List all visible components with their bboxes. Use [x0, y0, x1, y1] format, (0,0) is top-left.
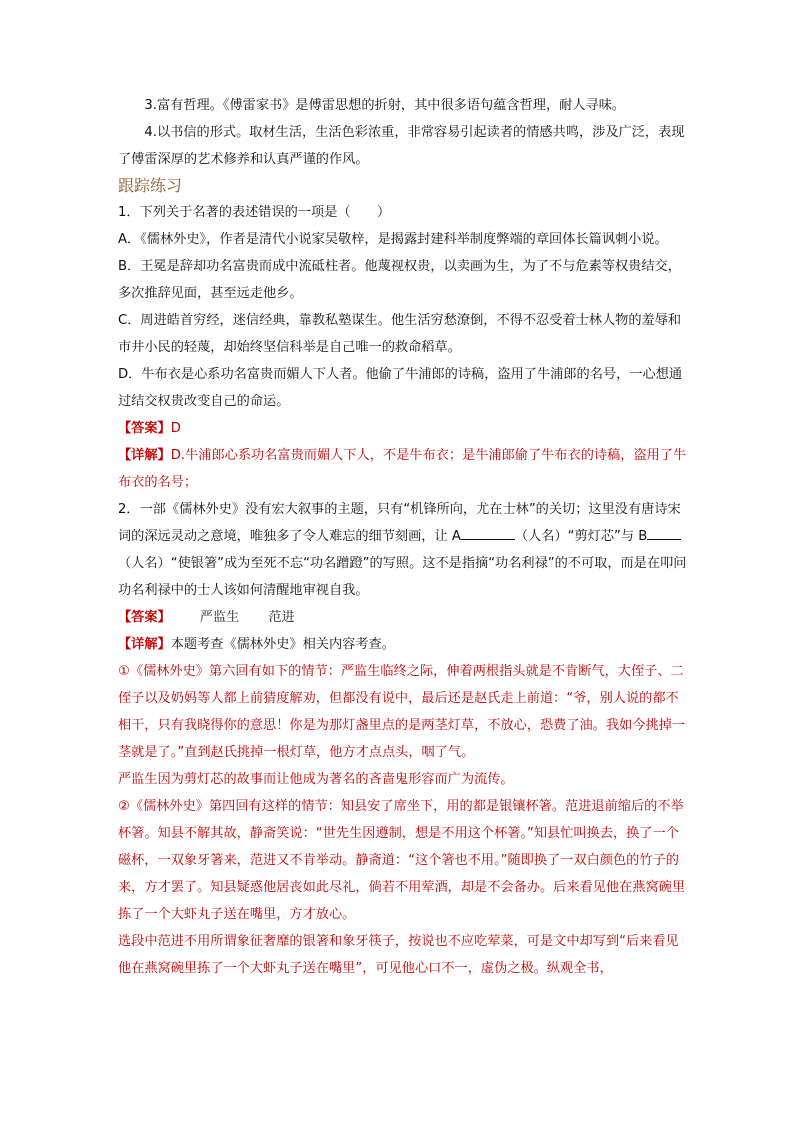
q1-option-a: A．《儒林外史》，作者是清代小说家吴敬梓，是揭露封建科举制度弊端的章回体长篇讽刺小说。	[118, 232, 668, 247]
q2-answer	[118, 604, 690, 631]
detail-tag: 【详解】	[118, 637, 171, 652]
q2-stem	[118, 496, 690, 604]
q1-answer-value: D	[170, 421, 181, 436]
answer-tag: 【答案】	[118, 421, 171, 436]
q1-detail-text: D.牛浦郎心系功名富贵而媚人下人，不是牛布衣；是牛浦郎偷了牛布衣的诗稿，盗用了牛布衣的名号；	[118, 448, 687, 490]
q1-option-d: D．牛布衣是心系功名富贵而媚人下人者。他偷了牛浦郎的诗稿，盗用了牛浦郎的名号，一心想通过结交权贵改变自己的命运。	[118, 367, 683, 409]
q1-detail	[118, 442, 690, 496]
detail-tag: 【详解】	[118, 448, 171, 463]
q2-detail-text: 本题考查《儒林外史》相关内容考查。	[170, 637, 395, 652]
q1-stem: 1．下列关于名著的表述错误的一项是（ ）	[118, 205, 391, 220]
q2-stem-part-c: （人名）“使银箸”成为至死不忘“功名蹭蹬”的写照。这不是指摘“功名利禄”的不可取，而是在叩问功名利禄中的士人该如何清醒地审视自我。	[118, 556, 687, 598]
q2-stem-part-a: 2．一部《儒林外史》没有宏大叙事的主题，只有“机锋所向，尤在士林”的关切；这里没有唐诗宋词的深远灵动之意境，唯独多了令人难忘的细节刻画，让 A	[118, 502, 681, 544]
intro-point-3: 3.富有哲理。《傅雷家书》是傅雷思想的折射，其中很多语句蕴含哲理，耐人寻味。	[144, 98, 626, 113]
q2-para-1-note: 严监生因为剪灯芯的故事而让他成为著名的吝啬鬼形容而广为流传。	[118, 772, 514, 787]
document-content	[118, 92, 690, 982]
q2-para-2-note: 选段中范进不用所谓象征奢靡的银箸和象牙筷子，按说也不应吃荤菜，可是文中却写到“后来看见他在燕窝碗里拣了一个大虾丸子送在嘴里”，可见他心口不一，虚伪之极。纵观全书，	[118, 934, 679, 976]
q2-para-2: ②《儒林外史》第四回有这样的情节：知县安了席坐下，用的都是银镶杯箸。范进退前缩后的不举杯箸。知县不解其故，静斋笑说：“世先生因遵制，想是不用这个杯箸。”知县忙叫换去，换了一个磁杯，一双象牙箸来，范进又不肯举动。静斋道：“这个箸也不用。”随即换了一双白颜色的竹子的来，方才罢了。知县疑惑他居丧如此尽礼，倘若不用荤酒，却是不会备办。后来看见他在燕窝碗里拣了一个大虾丸子送在嘴里，方才放心。	[118, 799, 686, 922]
q2-answer-2: 范进	[268, 610, 295, 625]
q1-option-c: C．周进皓首穷经，迷信经典，靠教私塾谋生。他生活穷愁潦倒，不得不忍受着士林人物的羞辱和市井小民的轻蔑，却始终坚信科举是自己唯一的救命稻草。	[118, 313, 682, 355]
q2-detail	[118, 631, 690, 658]
q2-blank-b[interactable]	[647, 525, 681, 540]
section-title: 跟踪练习	[118, 176, 183, 195]
q2-blank-a[interactable]	[461, 525, 515, 540]
q2-answer-1: 严监生	[199, 610, 240, 625]
q2-stem-part-b: （人名）“剪灯芯”与 B	[514, 529, 648, 544]
answer-tag: 【答案】	[118, 610, 171, 625]
q1-option-b: B．王冕是辞却功名富贵而成中流砥柱者。他蔑视权贵，以卖画为生，为了不与危素等权贵结交，多次推辞见面，甚至远走他乡。	[118, 259, 681, 301]
intro-point-4: 4.以书信的形式。取材生活，生活色彩浓重，非常容易引起读者的情感共鸣，涉及广泛，表现了傅雷深厚的艺术修养和认真严谨的作风。	[118, 125, 685, 167]
q2-para-1: ①《儒林外史》第六回有如下的情节：严监生临终之际，伸着两根指头就是不肯断气，大侄子、二侄子以及奶妈等人都上前猜度解劝，但都没有说中，最后还是赵氏走上前道：“爷，别人说的都不相干，只有我晓得你的意思！你是为那灯盏里点的是两茎灯草，不放心，恐费了油。我如今挑掉一茎就是了。”直到赵氏挑掉一根灯草，他方才点点头，咽了气。	[118, 664, 686, 760]
q1-answer	[118, 415, 690, 442]
